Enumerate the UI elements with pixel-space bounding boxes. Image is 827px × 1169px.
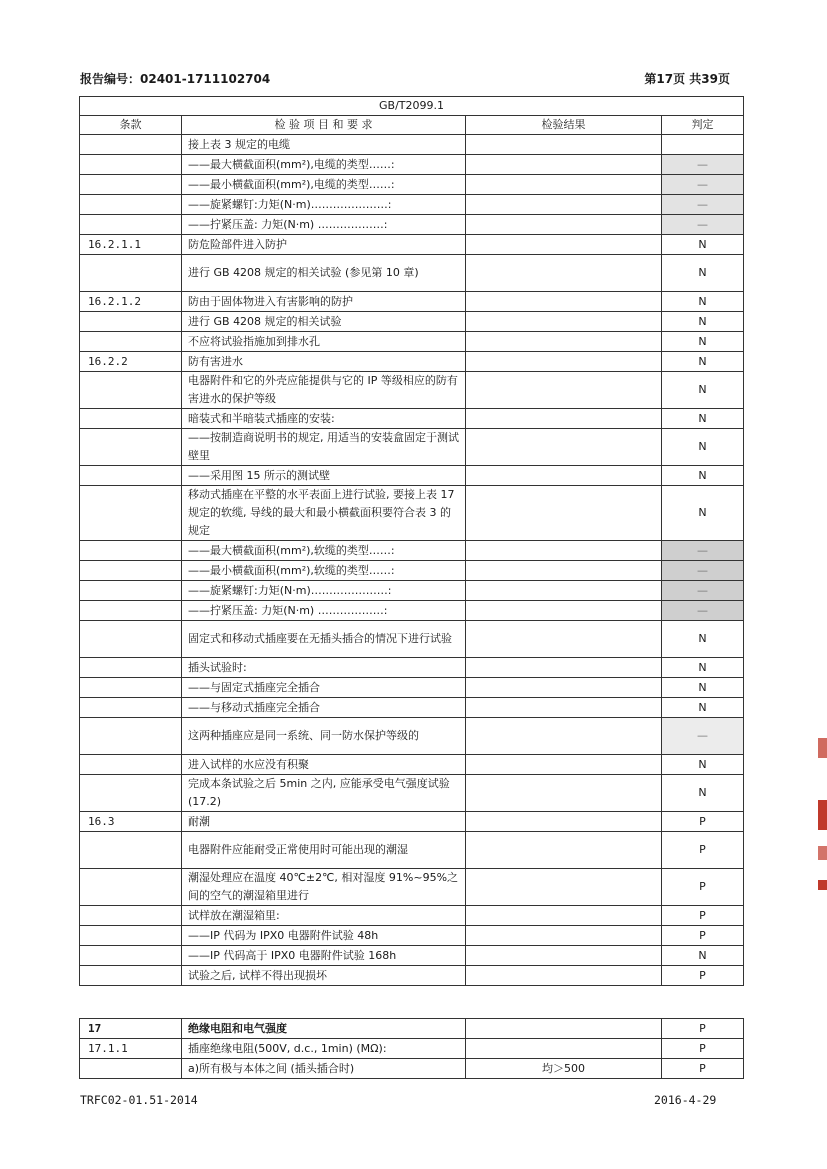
table-row xyxy=(80,658,744,678)
verdict-cell: N xyxy=(662,486,744,541)
clause-cell xyxy=(80,155,182,175)
result-cell xyxy=(466,215,662,235)
table-row xyxy=(80,561,744,581)
verdict-cell: P xyxy=(662,906,744,926)
verdict-cell: N xyxy=(662,678,744,698)
result-cell xyxy=(466,581,662,601)
table-row xyxy=(80,409,744,429)
verdict-cell: N xyxy=(662,332,744,352)
result-cell xyxy=(466,255,662,292)
clause-cell xyxy=(80,429,182,466)
clause-cell xyxy=(80,541,182,561)
item-cell: 进入试样的水应没有积聚 xyxy=(182,755,466,775)
result-cell xyxy=(466,352,662,372)
item-cell: 电器附件和它的外壳应能提供与它的 IP 等级相应的防有害进水的保护等级 xyxy=(182,372,466,409)
verdict-cell: N xyxy=(662,698,744,718)
result-cell xyxy=(466,621,662,658)
item-cell: 固定式和移动式插座要在无插头插合的情况下进行试验 xyxy=(182,621,466,658)
clause-cell xyxy=(80,135,182,155)
seal-fragment xyxy=(818,846,827,860)
col-clause-header: 条款 xyxy=(80,116,182,135)
item-cell: 不应将试验指施加到排水孔 xyxy=(182,332,466,352)
item-cell: 潮湿处理应在温度 40℃±2℃, 相对湿度 91%~95%之间的空气的潮湿箱里进行 xyxy=(182,869,466,906)
col-result-header: 检验结果 xyxy=(466,116,662,135)
verdict-cell: P xyxy=(662,1039,744,1059)
clause-cell xyxy=(80,718,182,755)
result-cell xyxy=(466,135,662,155)
table-row xyxy=(80,352,744,372)
verdict-cell: N xyxy=(662,466,744,486)
item-cell: 暗装式和半暗装式插座的安装: xyxy=(182,409,466,429)
clause-cell xyxy=(80,832,182,869)
item-cell: 进行 GB 4208 规定的相关试验 (参见第 10 章) xyxy=(182,255,466,292)
table-row xyxy=(80,1019,744,1039)
inspection-table xyxy=(79,96,744,986)
table-row xyxy=(80,292,744,312)
verdict-cell: — xyxy=(662,155,744,175)
item-cell: 插座绝缘电阻(500V, d.c., 1min) (MΩ): xyxy=(182,1039,466,1059)
item-cell: ——最大横截面积(mm²),电缆的类型……: xyxy=(182,155,466,175)
item-cell: 绝缘电阻和电气强度 xyxy=(182,1019,466,1039)
verdict-cell: — xyxy=(662,601,744,621)
table-row xyxy=(80,601,744,621)
clause-cell xyxy=(80,486,182,541)
seal-fragment xyxy=(818,738,827,758)
result-cell xyxy=(466,832,662,869)
item-cell: 防危险部件进入防护 xyxy=(182,235,466,255)
item-cell: 防由于固体物进入有害影响的防护 xyxy=(182,292,466,312)
clause-cell: 17 xyxy=(80,1019,182,1039)
clause-cell xyxy=(80,312,182,332)
table-row xyxy=(80,775,744,812)
footer-date: 2016-4-29 xyxy=(654,1093,717,1107)
result-cell xyxy=(466,775,662,812)
verdict-cell: — xyxy=(662,561,744,581)
result-cell xyxy=(466,561,662,581)
table-row xyxy=(80,869,744,906)
table-row xyxy=(80,718,744,755)
verdict-cell: N xyxy=(662,312,744,332)
item-cell: ——采用图 15 所示的测试壁 xyxy=(182,466,466,486)
verdict-cell: P xyxy=(662,966,744,986)
verdict-cell: N xyxy=(662,235,744,255)
table-row xyxy=(80,698,744,718)
clause-cell xyxy=(80,869,182,906)
table-row xyxy=(80,946,744,966)
verdict-cell: — xyxy=(662,581,744,601)
clause-cell xyxy=(80,255,182,292)
item-cell: 移动式插座在平整的水平表面上进行试验, 要接上表 17 规定的软缆, 导线的最大和最小横截面积要符合表 3 的规定 xyxy=(182,486,466,541)
clause-cell xyxy=(80,926,182,946)
table-row xyxy=(80,832,744,869)
verdict-cell: P xyxy=(662,869,744,906)
item-cell: ——最大横截面积(mm²),软缆的类型……: xyxy=(182,541,466,561)
result-cell xyxy=(466,869,662,906)
clause-cell xyxy=(80,581,182,601)
item-cell: 进行 GB 4208 规定的相关试验 xyxy=(182,312,466,332)
page-indicator: 第17页 共39页 xyxy=(644,72,730,86)
item-cell: 防有害进水 xyxy=(182,352,466,372)
table-row xyxy=(80,1059,744,1079)
result-cell xyxy=(466,755,662,775)
item-cell: 这两种插座应是同一系统、同一防水保护等级的 xyxy=(182,718,466,755)
table-row xyxy=(80,195,744,215)
item-cell: ——IP 代码为 IPX0 电器附件试验 48h xyxy=(182,926,466,946)
item-cell: ——最小横截面积(mm²),电缆的类型……: xyxy=(182,175,466,195)
table-row xyxy=(80,581,744,601)
verdict-cell: N xyxy=(662,658,744,678)
item-cell: ——与移动式插座完全插合 xyxy=(182,698,466,718)
item-cell: ——按制造商说明书的规定, 用适当的安装盒固定于测试壁里 xyxy=(182,429,466,466)
seal-fragment xyxy=(818,880,827,890)
table-row xyxy=(80,429,744,466)
clause-cell: 16.2.1.2 xyxy=(80,292,182,312)
table-row xyxy=(80,621,744,658)
verdict-cell: N xyxy=(662,255,744,292)
table-row xyxy=(80,486,744,541)
clause-cell: 17.1.1 xyxy=(80,1039,182,1059)
item-cell: ——与固定式插座完全插合 xyxy=(182,678,466,698)
result-cell xyxy=(466,372,662,409)
verdict-cell: N xyxy=(662,621,744,658)
item-cell: ——拧紧压盖: 力矩(N·m) ………………: xyxy=(182,215,466,235)
clause-cell xyxy=(80,906,182,926)
clause-cell xyxy=(80,966,182,986)
result-cell xyxy=(466,1019,662,1039)
item-cell: ——拧紧压盖: 力矩(N·m) ………………: xyxy=(182,601,466,621)
clause-cell: 16.2.1.1 xyxy=(80,235,182,255)
result-cell xyxy=(466,466,662,486)
clause-cell xyxy=(80,621,182,658)
verdict-cell: N xyxy=(662,292,744,312)
result-cell xyxy=(466,409,662,429)
result-cell xyxy=(466,658,662,678)
clause-cell: 16.2.2 xyxy=(80,352,182,372)
item-cell: ——旋紧螺钉:力矩(N·m)…………………: xyxy=(182,581,466,601)
result-cell xyxy=(466,926,662,946)
verdict-cell: N xyxy=(662,352,744,372)
standard-title: GB/T2099.1 xyxy=(80,97,744,116)
verdict-cell: N xyxy=(662,775,744,812)
table-row xyxy=(80,926,744,946)
item-cell: 插头试验时: xyxy=(182,658,466,678)
table-row xyxy=(80,966,744,986)
result-cell xyxy=(466,698,662,718)
table-row xyxy=(80,906,744,926)
item-cell: a)所有极与本体之间 (插头插合时) xyxy=(182,1059,466,1079)
result-cell xyxy=(466,966,662,986)
verdict-cell: N xyxy=(662,409,744,429)
table-row xyxy=(80,812,744,832)
item-cell: ——旋紧螺钉:力矩(N·m)…………………: xyxy=(182,195,466,215)
result-cell xyxy=(466,332,662,352)
result-cell xyxy=(466,195,662,215)
table-row xyxy=(80,175,744,195)
form-number: TRFC02-01.51-2014 xyxy=(80,1093,198,1107)
result-cell xyxy=(466,429,662,466)
result-cell xyxy=(466,906,662,926)
header-row xyxy=(80,116,744,135)
clause-cell xyxy=(80,466,182,486)
verdict-cell: P xyxy=(662,812,744,832)
clause-cell xyxy=(80,175,182,195)
item-cell: 接上表 3 规定的电缆 xyxy=(182,135,466,155)
seal-fragment xyxy=(818,800,827,830)
clause-cell xyxy=(80,561,182,581)
verdict-cell xyxy=(662,135,744,155)
clause-cell xyxy=(80,215,182,235)
standard-row xyxy=(80,97,744,116)
table-row xyxy=(80,1039,744,1059)
clause-cell xyxy=(80,946,182,966)
item-cell: 完成本条试验之后 5min 之内, 应能承受电气强度试验 (17.2) xyxy=(182,775,466,812)
result-cell xyxy=(466,235,662,255)
verdict-cell: P xyxy=(662,832,744,869)
insulation-table xyxy=(79,1018,744,1079)
table-row xyxy=(80,235,744,255)
verdict-cell: — xyxy=(662,195,744,215)
result-cell xyxy=(466,812,662,832)
clause-cell xyxy=(80,601,182,621)
clause-cell: 16.3 xyxy=(80,812,182,832)
result-cell xyxy=(466,541,662,561)
item-cell: 试样放在潮湿箱里: xyxy=(182,906,466,926)
clause-cell xyxy=(80,698,182,718)
clause-cell xyxy=(80,372,182,409)
result-cell xyxy=(466,312,662,332)
report-number: 报告编号：02401-1711102704 xyxy=(80,72,271,86)
table-row xyxy=(80,135,744,155)
verdict-cell: — xyxy=(662,175,744,195)
verdict-cell: — xyxy=(662,718,744,755)
col-item-header: 检 验 项 目 和 要 求 xyxy=(182,116,466,135)
table-row xyxy=(80,372,744,409)
verdict-cell: P xyxy=(662,926,744,946)
item-cell: 耐潮 xyxy=(182,812,466,832)
verdict-cell: N xyxy=(662,946,744,966)
table-row xyxy=(80,755,744,775)
item-cell: ——IP 代码高于 IPX0 电器附件试验 168h xyxy=(182,946,466,966)
table-row xyxy=(80,312,744,332)
verdict-cell: P xyxy=(662,1019,744,1039)
table-row xyxy=(80,332,744,352)
result-cell xyxy=(466,1039,662,1059)
item-cell: 电器附件应能耐受正常使用时可能出现的潮湿 xyxy=(182,832,466,869)
table-row xyxy=(80,255,744,292)
result-cell xyxy=(466,486,662,541)
result-cell xyxy=(466,292,662,312)
result-cell: 均＞500 xyxy=(466,1059,662,1079)
col-verdict-header: 判定 xyxy=(662,116,744,135)
table-row xyxy=(80,541,744,561)
item-cell: ——最小横截面积(mm²),软缆的类型……: xyxy=(182,561,466,581)
result-cell xyxy=(466,678,662,698)
table-row xyxy=(80,215,744,235)
result-cell xyxy=(466,718,662,755)
verdict-cell: N xyxy=(662,755,744,775)
table-row xyxy=(80,466,744,486)
clause-cell xyxy=(80,195,182,215)
verdict-cell: — xyxy=(662,541,744,561)
clause-cell xyxy=(80,409,182,429)
clause-cell xyxy=(80,1059,182,1079)
clause-cell xyxy=(80,755,182,775)
result-cell xyxy=(466,601,662,621)
verdict-cell: N xyxy=(662,372,744,409)
clause-cell xyxy=(80,678,182,698)
verdict-cell: — xyxy=(662,215,744,235)
result-cell xyxy=(466,175,662,195)
verdict-cell: P xyxy=(662,1059,744,1079)
clause-cell xyxy=(80,332,182,352)
table-row xyxy=(80,678,744,698)
table-row xyxy=(80,155,744,175)
clause-cell xyxy=(80,775,182,812)
item-cell: 试验之后, 试样不得出现损坏 xyxy=(182,966,466,986)
clause-cell xyxy=(80,658,182,678)
result-cell xyxy=(466,155,662,175)
verdict-cell: N xyxy=(662,429,744,466)
result-cell xyxy=(466,946,662,966)
